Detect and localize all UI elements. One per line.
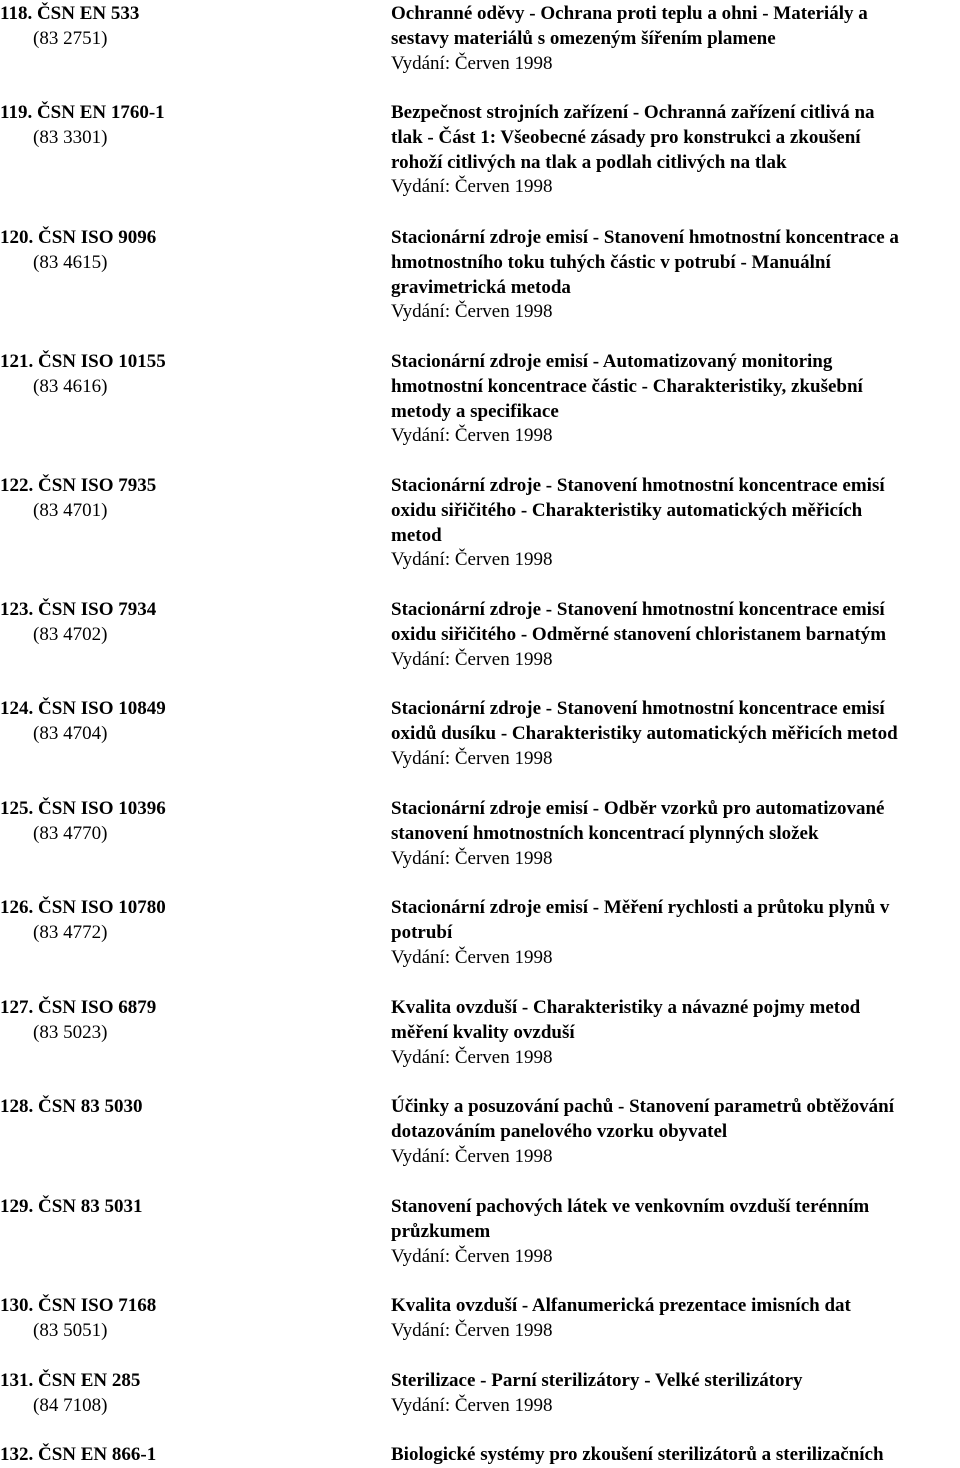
classification-code: (83 4615): [33, 251, 108, 273]
standard-id: [0, 1095, 380, 1120]
standard-title-line: sestavy materiálů s omezeným šířením plamene: [391, 27, 776, 49]
standard-title-line: Stacionární zdroje emisí - Stanovení hmotnostní koncentrace a: [391, 227, 899, 248]
standard-number: 126. ČSN ISO 10780: [0, 897, 166, 918]
issue-date: Vydání: Červen 1998: [391, 176, 553, 198]
standard-title-line: oxidu siřičitého - Odměrné stanovení chloristanem barnatým: [391, 623, 887, 645]
standard-description: [391, 1294, 960, 1344]
standard-title-line: stanovení hmotnostních koncentrací plynných složek: [391, 822, 819, 844]
classification-code: (83 5051): [33, 1319, 108, 1341]
standard-title-line: Sterilizace - Parní sterilizátory - Velké sterilizátory: [391, 1370, 803, 1391]
standard-id: [0, 2, 380, 52]
standard-description: [391, 101, 960, 200]
standard-id: [0, 474, 380, 524]
standard-id: [0, 1369, 380, 1419]
standard-title-line: tlak - Část 1: Všeobecné zásady pro konstrukci a zkoušení: [391, 126, 861, 148]
standard-title-line: Stanovení pachových látek ve venkovním ovzduší terénním: [391, 1196, 870, 1217]
standard-description: [391, 2, 960, 76]
standard-title-line: Účinky a posuzování pachů - Stanovení parametrů obtěžování: [391, 1096, 895, 1117]
standard-number: 119. ČSN EN 1760-1: [0, 102, 165, 123]
issue-date: Vydání: Červen 1998: [391, 1394, 553, 1416]
standard-description: [391, 1195, 960, 1269]
standard-description: [391, 797, 960, 871]
standard-id: [0, 598, 380, 648]
standard-id: [0, 1443, 380, 1468]
standard-description: [391, 226, 960, 325]
standard-id: [0, 350, 380, 400]
standard-title-line: oxidu siřičitého - Charakteristiky automatických měřicích: [391, 499, 863, 521]
standard-number: 120. ČSN ISO 9096: [0, 227, 157, 248]
standard-title-line: Stacionární zdroje - Stanovení hmotnostní koncentrace emisí: [391, 698, 885, 719]
standard-title-line: potrubí: [391, 921, 453, 943]
standard-number: 123. ČSN ISO 7934: [0, 599, 157, 620]
standard-title-line: oxidů dusíku - Charakteristiky automatických měřicích metod: [391, 722, 898, 744]
classification-code: (83 4701): [33, 499, 108, 521]
standard-description: [391, 996, 960, 1070]
standard-title-line: gravimetrická metoda: [391, 276, 571, 298]
standard-title-line: hmotnostní koncentrace částic - Charakteristiky, zkušební: [391, 375, 863, 397]
standard-title-line: Stacionární zdroje emisí - Měření rychlosti a průtoku plynů v: [391, 897, 890, 918]
classification-code: (83 4616): [33, 375, 108, 397]
standard-title-line: dotazováním panelového vzorku obyvatel: [391, 1120, 728, 1142]
standard-description: [391, 697, 960, 771]
standard-number: 130. ČSN ISO 7168: [0, 1295, 157, 1316]
standard-number: 128. ČSN 83 5030: [0, 1096, 143, 1117]
standard-number: 124. ČSN ISO 10849: [0, 698, 166, 719]
classification-code: (83 3301): [33, 126, 108, 148]
standard-title-line: Kvalita ovzduší - Alfanumerická prezentace imisních dat: [391, 1295, 851, 1316]
classification-code: (83 4770): [33, 822, 108, 844]
standard-id: [0, 1195, 380, 1220]
standard-title-line: měření kvality ovzduší: [391, 1021, 575, 1043]
classification-code: (83 4704): [33, 722, 108, 744]
issue-date: Vydání: Červen 1998: [391, 1245, 553, 1267]
standard-number: 127. ČSN ISO 6879: [0, 997, 157, 1018]
standard-title-line: metody a specifikace: [391, 400, 559, 422]
standard-title-line: průzkumem: [391, 1220, 491, 1242]
standard-description: [391, 896, 960, 970]
standard-title-line: Ochranné oděvy - Ochrana proti teplu a ohni - Materiály a: [391, 3, 868, 24]
standard-title-line: metod: [391, 524, 442, 546]
standard-title-line: Stacionární zdroje emisí - Odběr vzorků pro automatizované: [391, 798, 885, 819]
standard-id: [0, 101, 380, 151]
standard-title-line: Stacionární zdroje - Stanovení hmotnostní koncentrace emisí: [391, 599, 885, 620]
issue-date: Vydání: Červen 1998: [391, 425, 553, 447]
standard-title-line: Kvalita ovzduší - Charakteristiky a návazné pojmy metod: [391, 997, 861, 1018]
standard-id: [0, 1294, 380, 1344]
issue-date: Vydání: Červen 1998: [391, 847, 553, 869]
standard-number: 125. ČSN ISO 10396: [0, 798, 166, 819]
classification-code: (83 5023): [33, 1021, 108, 1043]
issue-date: Vydání: Červen 1998: [391, 549, 553, 571]
classification-code: (84 7108): [33, 1394, 108, 1416]
standard-description: [391, 474, 960, 573]
standard-description: [391, 598, 960, 672]
issue-date: Vydání: Červen 1998: [391, 747, 553, 769]
classification-code: (83 2751): [33, 27, 108, 49]
standard-number: 122. ČSN ISO 7935: [0, 475, 157, 496]
standard-number: 131. ČSN EN 285: [0, 1370, 141, 1391]
classification-code: (83 4702): [33, 623, 108, 645]
standard-title-line: Biologické systémy pro zkoušení sterilizátorů a sterilizačních: [391, 1444, 884, 1465]
issue-date: Vydání: Červen 1998: [391, 301, 553, 323]
standard-number: 132. ČSN EN 866-1: [0, 1444, 157, 1465]
standard-title-line: Stacionární zdroje - Stanovení hmotnostní koncentrace emisí: [391, 475, 885, 496]
standard-title-line: rohoží citlivých na tlak a podlah citlivých na tlak: [391, 151, 787, 173]
issue-date: Vydání: Červen 1998: [391, 946, 553, 968]
standard-description: [391, 1443, 960, 1468]
standard-number: 118. ČSN EN 533: [0, 3, 140, 24]
classification-code: (83 4772): [33, 921, 108, 943]
standard-id: [0, 226, 380, 276]
standard-title-line: hmotnostního toku tuhých částic v potrubí - Manuální: [391, 251, 831, 273]
standard-id: [0, 797, 380, 847]
issue-date: Vydání: Červen 1998: [391, 1145, 553, 1167]
issue-date: Vydání: Červen 1998: [391, 648, 553, 670]
issue-date: Vydání: Červen 1998: [391, 1319, 553, 1341]
issue-date: Vydání: Červen 1998: [391, 52, 553, 74]
standard-id: [0, 697, 380, 747]
standard-id: [0, 996, 380, 1046]
standard-description: [391, 1095, 960, 1169]
standard-description: [391, 350, 960, 449]
standard-title-line: Stacionární zdroje emisí - Automatizovaný monitoring: [391, 351, 833, 372]
standard-id: [0, 896, 380, 946]
standard-number: 129. ČSN 83 5031: [0, 1196, 143, 1217]
standard-number: 121. ČSN ISO 10155: [0, 351, 166, 372]
standard-description: [391, 1369, 960, 1419]
issue-date: Vydání: Červen 1998: [391, 1046, 553, 1068]
standard-title-line: Bezpečnost strojních zařízení - Ochranná zařízení citlivá na: [391, 102, 875, 123]
